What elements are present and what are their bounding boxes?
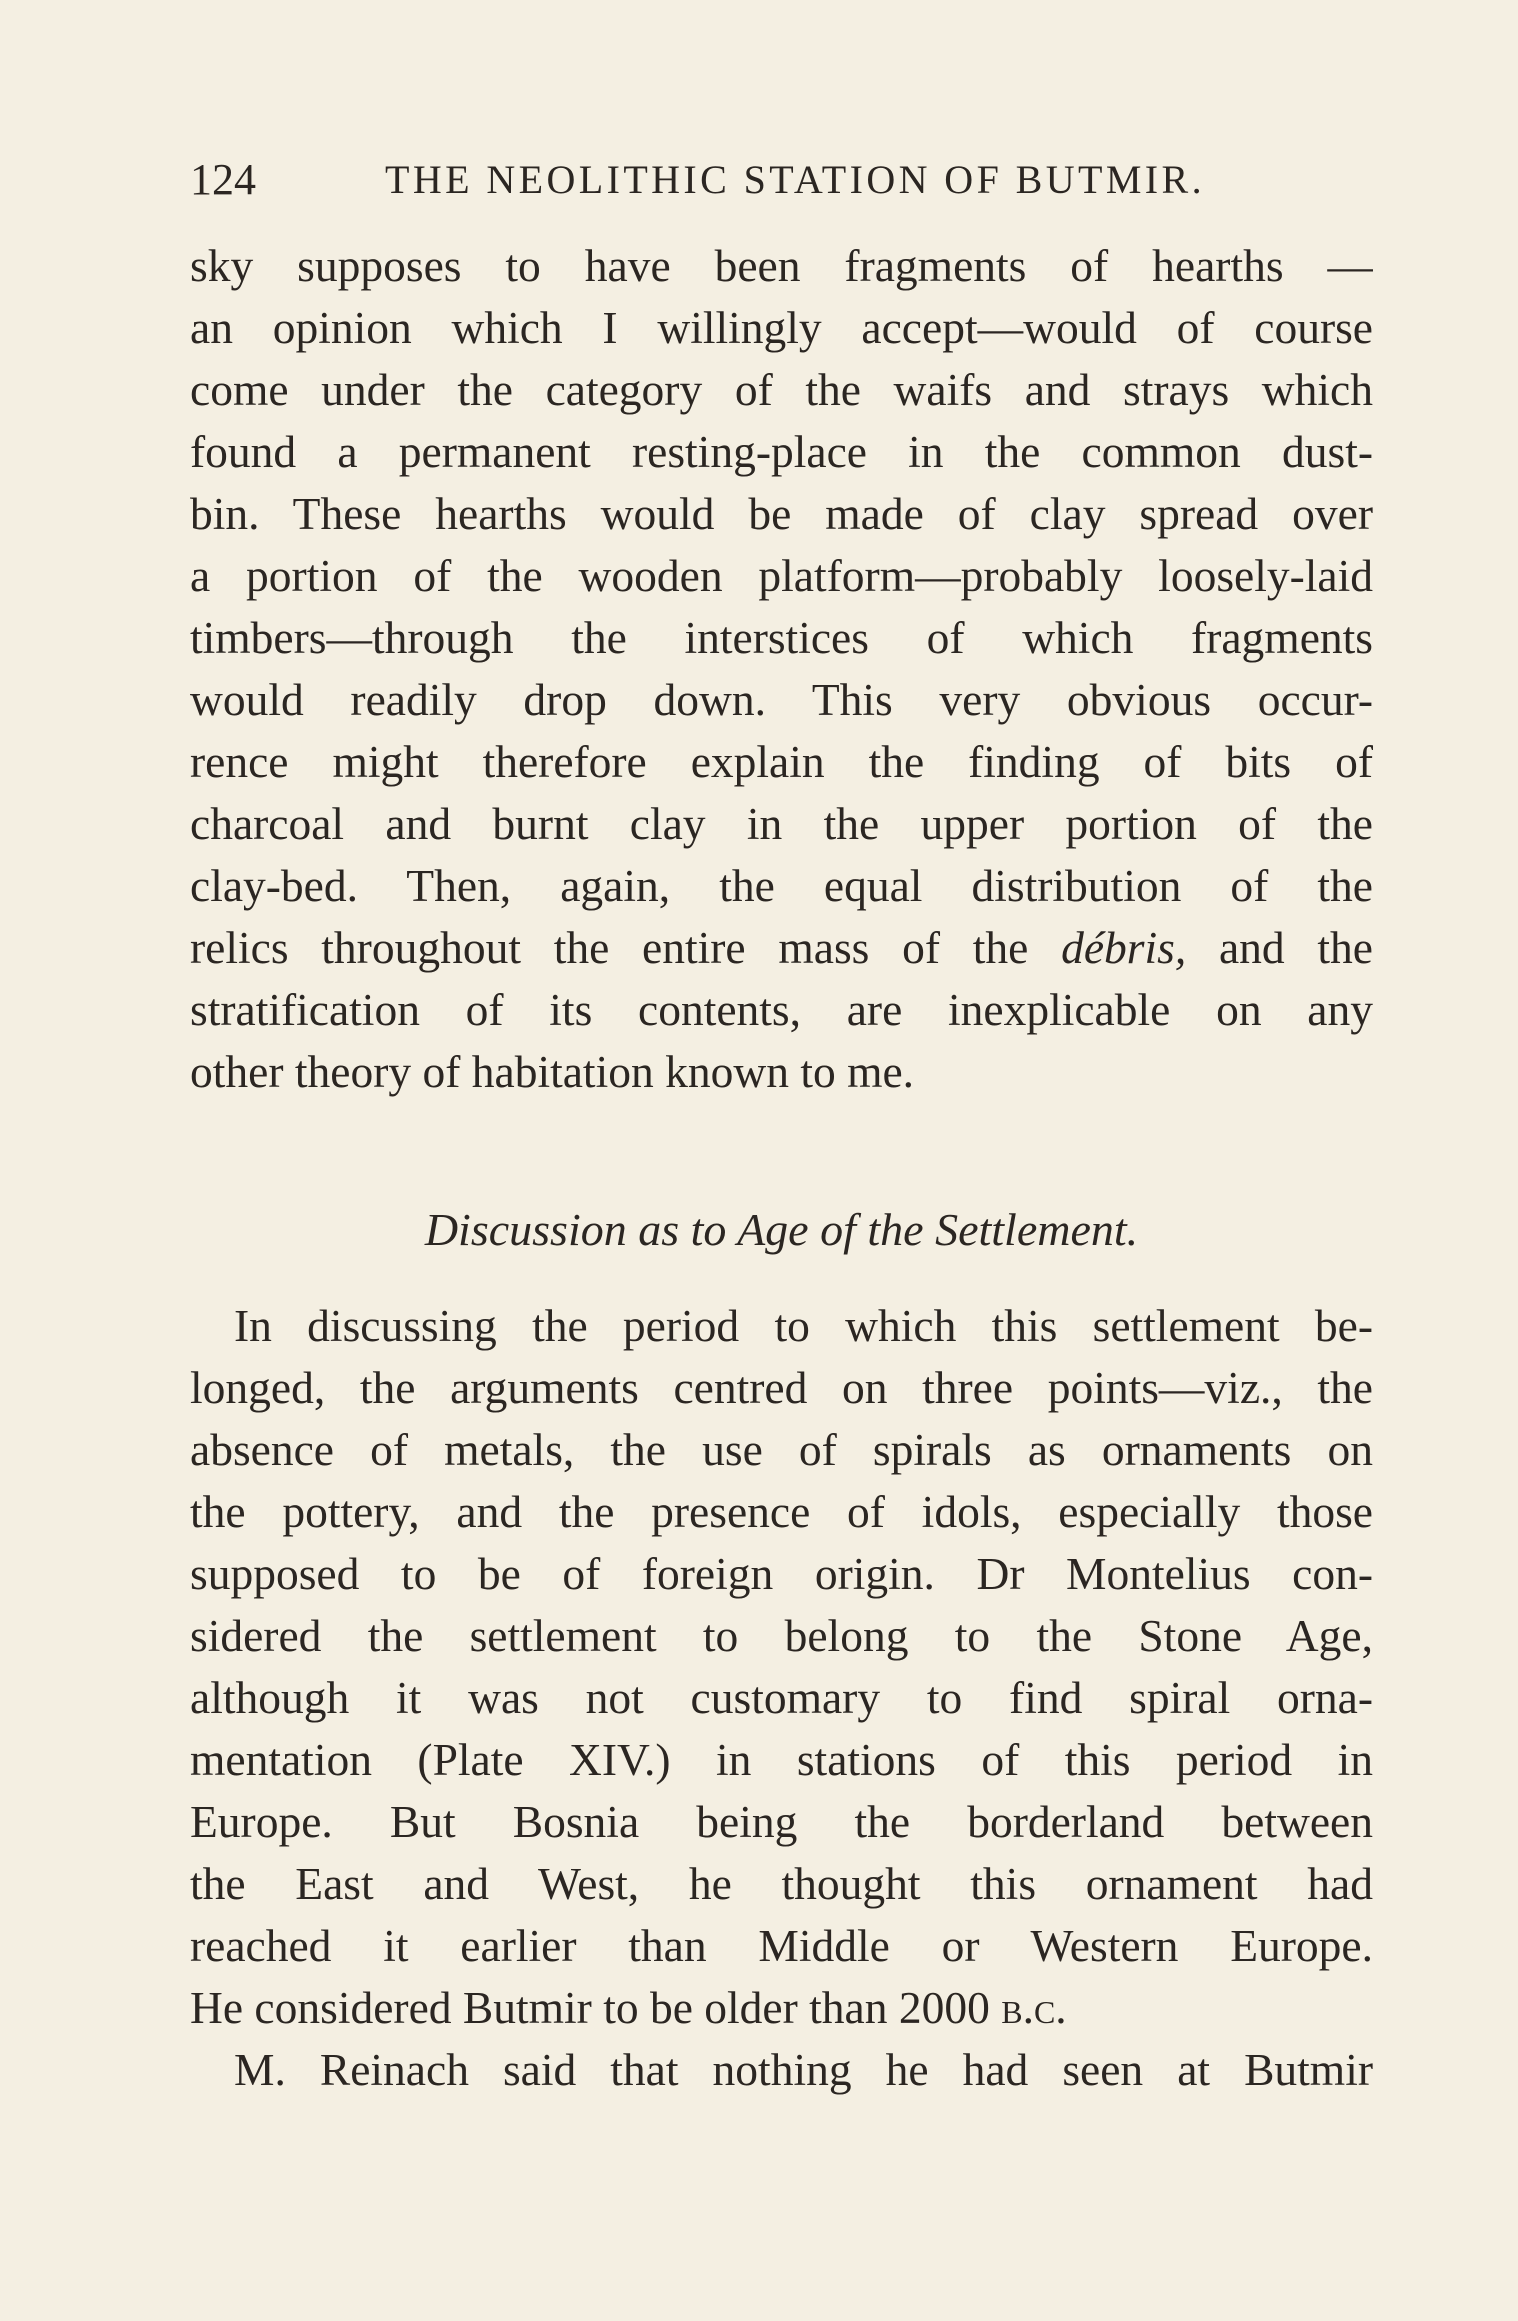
text-line: reached it earlier than Middle or Western Europe.: [190, 1920, 1373, 1971]
text-segment: relics throughout the entire mass of the: [190, 922, 1062, 973]
text-line: rence might therefore explain the finding of bits of: [190, 736, 1373, 787]
italic-term: débris,: [1061, 922, 1187, 973]
running-head-title: THE NEOLITHIC STATION OF BUTMIR.: [385, 157, 1205, 202]
text-line: sidered the settlement to belong to the Stone Age,: [190, 1610, 1373, 1661]
text-line: the East and West, he thought this ornament had: [190, 1858, 1373, 1909]
text-line: timbers—through the interstices of which fragments: [190, 612, 1373, 663]
paragraph-discussion: [190, 1295, 1373, 2039]
text-line: would readily drop down. This very obvious occur-: [190, 674, 1373, 725]
text-line: Europe. But Bosnia being the borderland between: [190, 1796, 1373, 1847]
text-line: come under the category of the waifs and strays which: [190, 364, 1373, 415]
running-head: [190, 150, 1370, 210]
paragraph-reinach: [190, 2039, 1373, 2101]
text-line: [190, 1977, 1373, 2039]
text-segment: He considered Butmir to be older than 2000: [190, 1982, 1002, 2033]
page-number: 124: [190, 155, 256, 204]
text-line: although it was not customary to find spiral orna-: [190, 1672, 1373, 1723]
text-line: the pottery, and the presence of idols, especially those: [190, 1486, 1373, 1537]
text-line: clay-bed. Then, again, the equal distribution of the: [190, 860, 1373, 911]
paragraph-hearths: [190, 235, 1373, 1103]
text-line: other theory of habitation known to me.: [190, 1046, 915, 1097]
text-line: supposed to be of foreign origin. Dr Montelius con-: [190, 1548, 1373, 1599]
text-line: a portion of the wooden platform—probably loosely-laid: [190, 550, 1373, 601]
text-line: longed, the arguments centred on three points—viz., the: [190, 1362, 1373, 1413]
text-line: absence of metals, the use of spirals as ornaments on: [190, 1424, 1373, 1475]
text-line: sky supposes to have been fragments of hearths —: [190, 240, 1373, 291]
text-line: stratification of its contents, are inexplicable on any: [190, 984, 1373, 1035]
text-segment: and the: [1186, 922, 1373, 973]
text-line: an opinion which I willingly accept—would of course: [190, 302, 1373, 353]
text-line: mentation (Plate XIV.) in stations of this period in: [190, 1734, 1373, 1785]
text-line: bin. These hearths would be made of clay spread over: [190, 488, 1373, 539]
text-line: M. Reinach said that nothing he had seen at Butmir: [234, 2044, 1373, 2095]
section-heading: Discussion as to Age of the Settlement.: [424, 1204, 1139, 1255]
text-line: found a permanent resting-place in the common dust-: [190, 426, 1373, 477]
text-line: charcoal and burnt clay in the upper portion of the: [190, 798, 1373, 849]
small-caps-abbrev: b.c.: [1001, 1982, 1067, 2033]
text-line: In discussing the period to which this settlement be-: [234, 1300, 1373, 1351]
text-line: [190, 917, 1373, 979]
